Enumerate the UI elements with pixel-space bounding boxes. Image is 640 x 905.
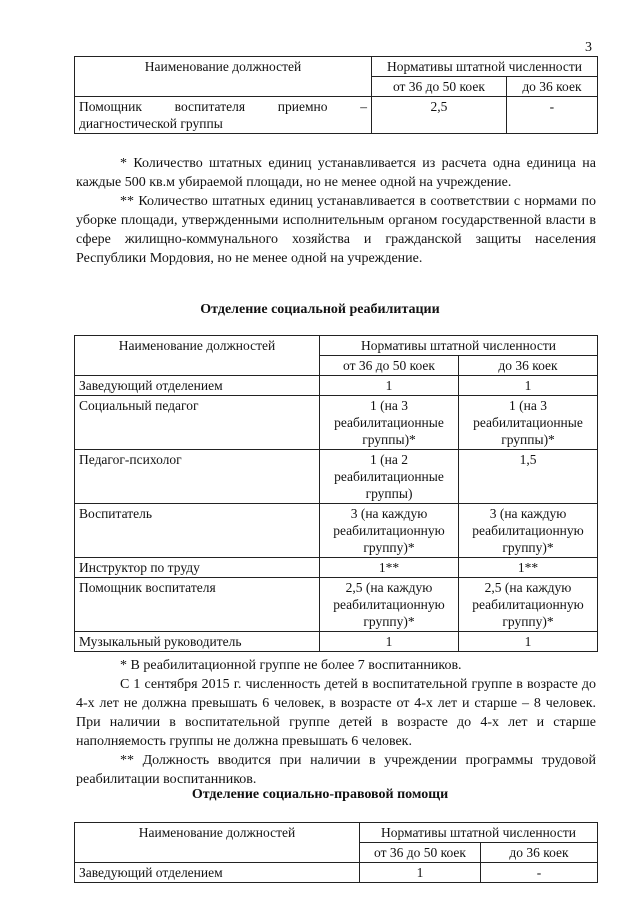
section-title: Отделение социальной реабилитации <box>200 302 440 317</box>
notes-block-2 <box>76 656 596 789</box>
footnote: ** Должность вводится при наличии в учреждении программы трудовой реабилитации воспитанников. <box>76 753 596 787</box>
table-row: Заведующий отделением 1 - <box>75 863 598 883</box>
footnote: С 1 сентября 2015 г. численность детей в воспитательной группе в возрасте до 4-х лет не должна превышать 6 человек, в возрасте от 4-х лет и старше – 8 человек. При наличии в воспитательной группе детей в возрасте до 4-х лет и старше наполняемость группы не должна превышать 6 человек. <box>76 677 596 749</box>
header-col-b: до 36 коек <box>459 356 598 376</box>
table-row: Заведующий отделением 1 1 <box>75 376 598 396</box>
footnote: ** Количество штатных единиц устанавливается в соответствии с нормами по уборке площади, утвержденными исполнительным органом государственной власти в сфере жилищно-коммунального хозяйства и гражданской защиты населения Республики Мордовия, но не менее одной на учреждение. <box>76 194 596 266</box>
table-row: Социальный педагог 1 (на 3 реабилитационные группы)* 1 (на 3 реабилитационные группы)* <box>75 396 598 450</box>
header-col-a: от 36 до 50 коек <box>360 843 481 863</box>
header-position: Наименование должностей <box>75 336 320 376</box>
table-row: Помощник воспитателя 2,5 (на каждую реабилитационную группу)* 2,5 (на каждую реабилитационную группу)* <box>75 578 598 632</box>
footnote: * В реабилитационной группе не более 7 воспитанников. <box>120 658 462 673</box>
header-col-b: до 36 коек <box>481 843 598 863</box>
header-norms: Нормативы штатной численности <box>360 823 598 843</box>
table-row: Музыкальный руководитель 1 1 <box>75 632 598 652</box>
staff-table-3 <box>74 822 598 883</box>
header-col-a: от 36 до 50 коек <box>372 77 507 97</box>
header-norms: Нормативы штатной численности <box>320 336 598 356</box>
section-title: Отделение социально-правовой помощи <box>191 787 449 802</box>
table-row: Педагог-психолог 1 (на 2 реабилитационные группы) 1,5 <box>75 450 598 504</box>
header-norms: Нормативы штатной численности <box>372 57 598 77</box>
table-row: Помощник воспитателя приемно – диагностической группы 2,5 - <box>75 97 598 134</box>
table-row: Инструктор по труду 1** 1** <box>75 558 598 578</box>
page-number: 3 <box>585 40 592 55</box>
notes-block-1 <box>76 154 596 268</box>
header-position: Наименование должностей <box>75 57 372 97</box>
staff-table-1 <box>74 56 598 134</box>
staff-table-2 <box>74 335 598 652</box>
header-col-a: от 36 до 50 коек <box>320 356 459 376</box>
footnote: * Количество штатных единиц устанавливается из расчета одна единица на каждые 500 кв.м убираемой площади, но не менее одной на учреждение. <box>76 156 596 190</box>
header-col-b: до 36 коек <box>506 77 597 97</box>
header-position: Наименование должностей <box>75 823 360 863</box>
table-row: Воспитатель 3 (на каждую реабилитационную группу)* 3 (на каждую реабилитационную группу)* <box>75 504 598 558</box>
